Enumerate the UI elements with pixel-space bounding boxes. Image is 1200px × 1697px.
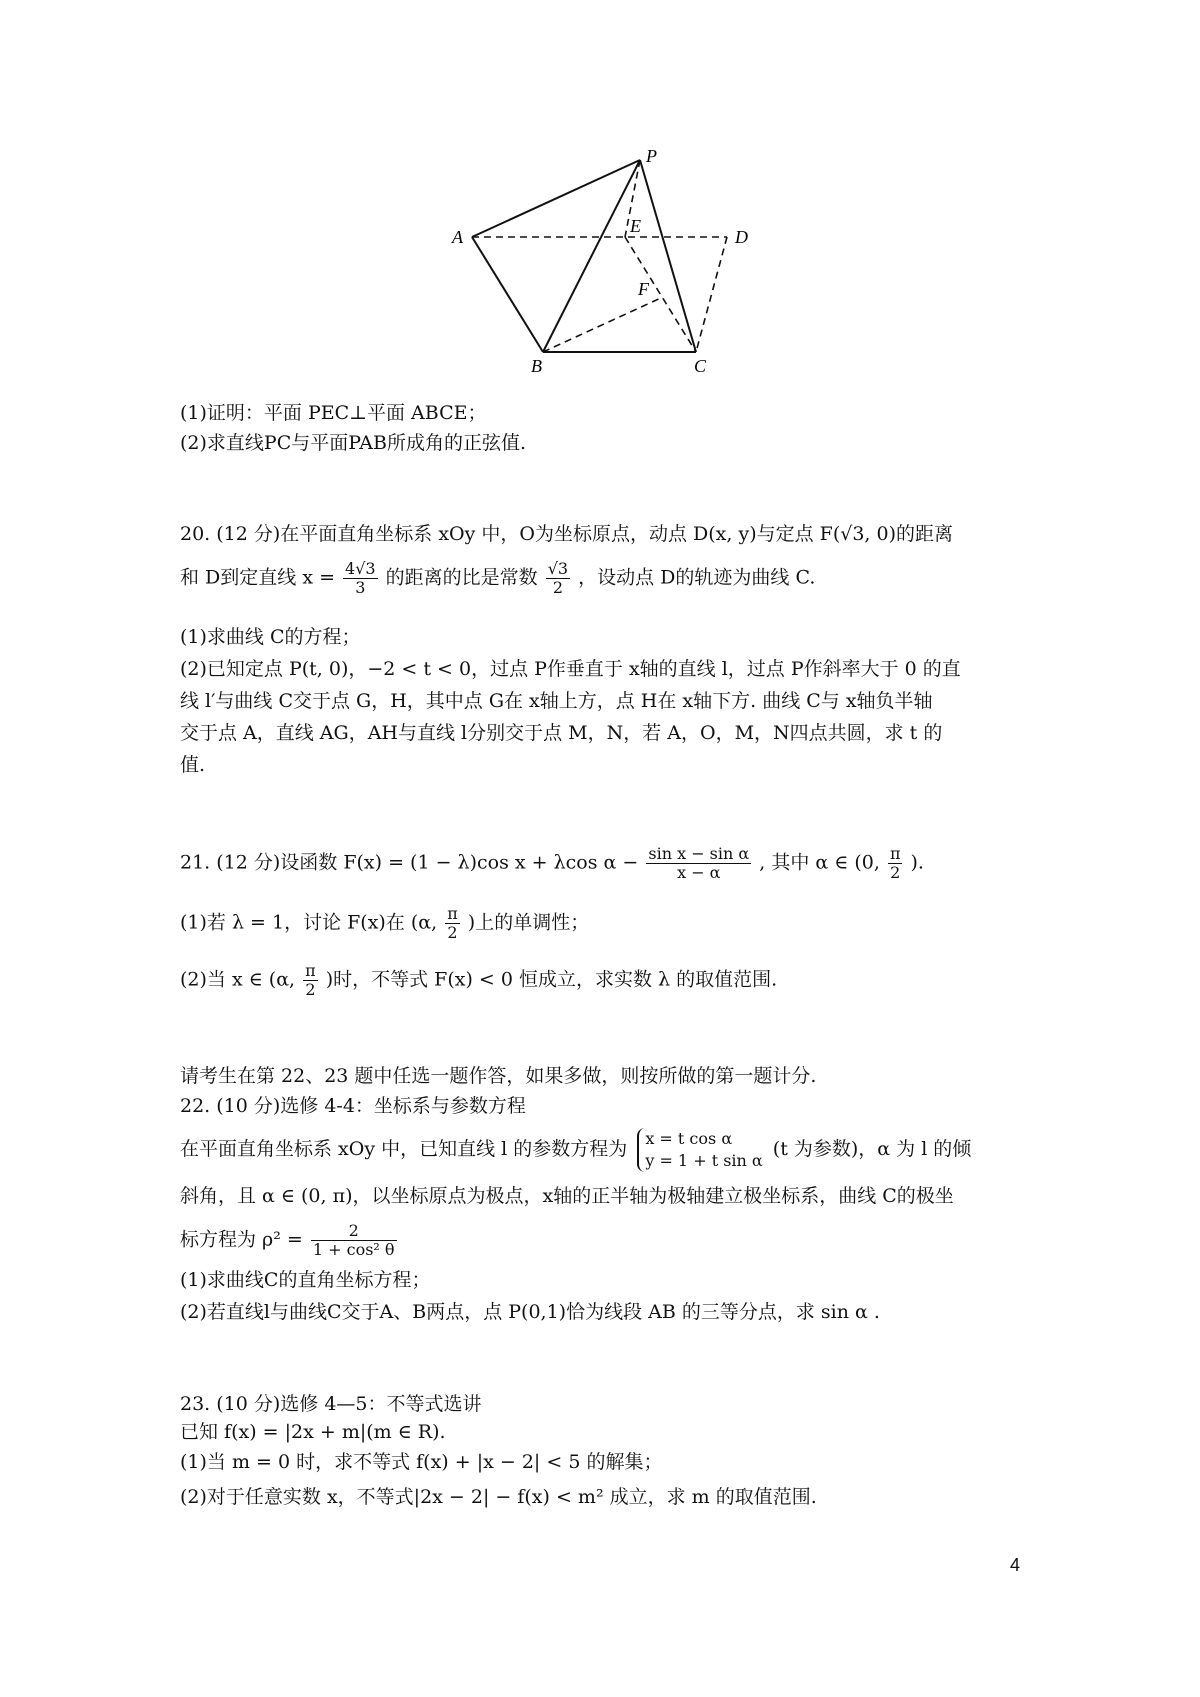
q20-line2-b: 的距离的比是常数 [385,566,538,589]
q22-line3-a: 标方程为 ρ² = [180,1228,303,1251]
frac-numerator: 4√3 [345,559,376,578]
pyramid-figure [420,130,748,380]
q20-line7: 值. [180,754,206,776]
frac-denominator: 2 [447,923,458,942]
system-row-2: y = 1 + t sin α [645,1151,763,1170]
frac-numerator: sin x − sin α [648,844,750,863]
system-row-1: x = t cos α [645,1129,733,1148]
q20-line2-a: 和 D到定直线 x = [180,566,335,589]
q21-line1-c: ). [910,851,924,874]
q22-fraction-polar [311,1222,397,1259]
q21-line2 [180,905,589,942]
frac-denominator: 1 + cos² θ [312,1240,395,1259]
edge-BF [543,297,663,352]
q21-line3-b: )时，不等式 F(x) < 0 恒成立，求实数 λ 的取值范围. [325,968,778,991]
q21-line2-b: )上的单调性； [467,911,590,934]
q19-part2: (2)求直线PC与平面PAB所成角的正弦值. [180,432,526,454]
q21-fraction-pi-over-2-b [445,905,460,942]
q22-line2: 斜角，且 α ∈ (0, π)，以坐标原点为极点，x轴的正半轴为极轴建立极坐标系，曲线 C的极坐 [180,1185,954,1207]
q21-line1-a: 21. (12 分)设函数 F(x) = (1 − λ)cos x + λcos α − [180,851,639,874]
frac-numerator: π [447,904,458,923]
frac-denominator: 3 [355,578,366,597]
q22-title: 22. (10 分)选修 4-4：坐标系与参数方程 [180,1095,526,1117]
edge-PA [472,160,640,237]
q21-line3 [180,962,777,999]
point-D-label: D [735,227,748,247]
q20-line4: (2)已知定点 P(t, 0)，−2 < t < 0，过点 P作垂直于 x轴的直线 l，过点 P作斜率大于 0 的直 [180,658,961,680]
point-A-label: A [452,227,463,247]
edge-PB [543,160,640,352]
q23-part1: (1)当 m = 0 时，求不等式 f(x) + |x − 2| < 5 的解集； [180,1451,663,1473]
frac-numerator: π [305,961,316,980]
edge-DC [696,237,727,352]
q22-note: 请考生在第 22、23 题中任选一题作答，如果多做，则按所做的第一题计分. [180,1065,817,1087]
frac-denominator: 2 [305,980,316,999]
q23-title: 23. (10 分)选修 4—5：不等式选讲 [180,1393,482,1415]
q20-line3: (1)求曲线 C的方程； [180,626,361,648]
q22-part2: (2)若直线l与曲线C交于A、B两点，点 P(0,1)恰为线段 AB 的三等分点，求 sin α . [180,1301,880,1323]
q21-fraction-pi-over-2 [888,845,903,882]
q20-line1: 20. (12 分)在平面直角坐标系 xOy 中，O为坐标原点，动点 D(x, y)与定点 F(√3, 0)的距离 [180,523,954,545]
q22-line1-b: (t 为参数)，α 为 l 的倾 [772,1138,972,1160]
q22-part1: (1)求曲线C的直角坐标方程； [180,1269,431,1291]
point-P-label: P [646,146,657,166]
frac-denominator: 2 [552,578,563,597]
q20-fraction-4root3-over-3 [343,560,378,597]
frac-numerator: 2 [311,1222,397,1241]
q21-line3-a: (2)当 x ∈ (α, [180,968,296,991]
q21-line1-b: , 其中 α ∈ (0, [759,851,880,874]
q20-line2-c: ，设动点 D的轨迹为曲线 C. [578,566,816,589]
q21-fraction-sin [646,845,751,882]
q22-parametric-system [637,1128,762,1172]
q23-line1: 已知 f(x) = |2x + m|(m ∈ R). [180,1421,446,1443]
q20-line2 [180,560,815,597]
q21-line2-a: (1)若 λ = 1，讨论 F(x)在 (α, [180,911,438,934]
q19-part1: (1)证明：平面 PEC⊥平面 ABCE； [180,402,487,424]
point-C-label: C [694,356,707,376]
edge-EC [625,237,696,352]
q21-line1 [180,845,924,882]
frac-numerator: π [889,844,901,863]
point-F-label: F [638,279,649,299]
point-B-label: B [531,356,542,376]
point-E-label: E [630,216,641,236]
q22-line3 [180,1222,399,1259]
edge-PC [640,160,696,352]
q20-line5: 线 l′与曲线 C交于点 G，H，其中点 G在 x轴上方，点 H在 x轴下方. 曲线 C与 x轴负半轴 [180,690,933,712]
frac-denominator: 2 [890,863,901,882]
q22-line1 [180,1128,971,1172]
edge-AB [472,237,543,352]
q22-line1-a: 在平面直角坐标系 xOy 中，已知直线 l 的参数方程为 [180,1138,628,1160]
q21-fraction-pi-over-2-c [303,962,318,999]
q20-line6: 交于点 A，直线 AG，AH与直线 l分别交于点 M，N，若 A，O，M，N四点共圆，求 t 的 [180,722,943,744]
q20-fraction-root3-over-2 [546,560,570,597]
page-number: 4 [1010,1555,1021,1575]
frac-numerator: √3 [547,559,569,578]
frac-denominator: x − α [677,863,721,882]
q23-part2: (2)对于任意实数 x，不等式|2x − 2| − f(x) < m² 成立，求 m 的取值范围. [180,1486,817,1508]
